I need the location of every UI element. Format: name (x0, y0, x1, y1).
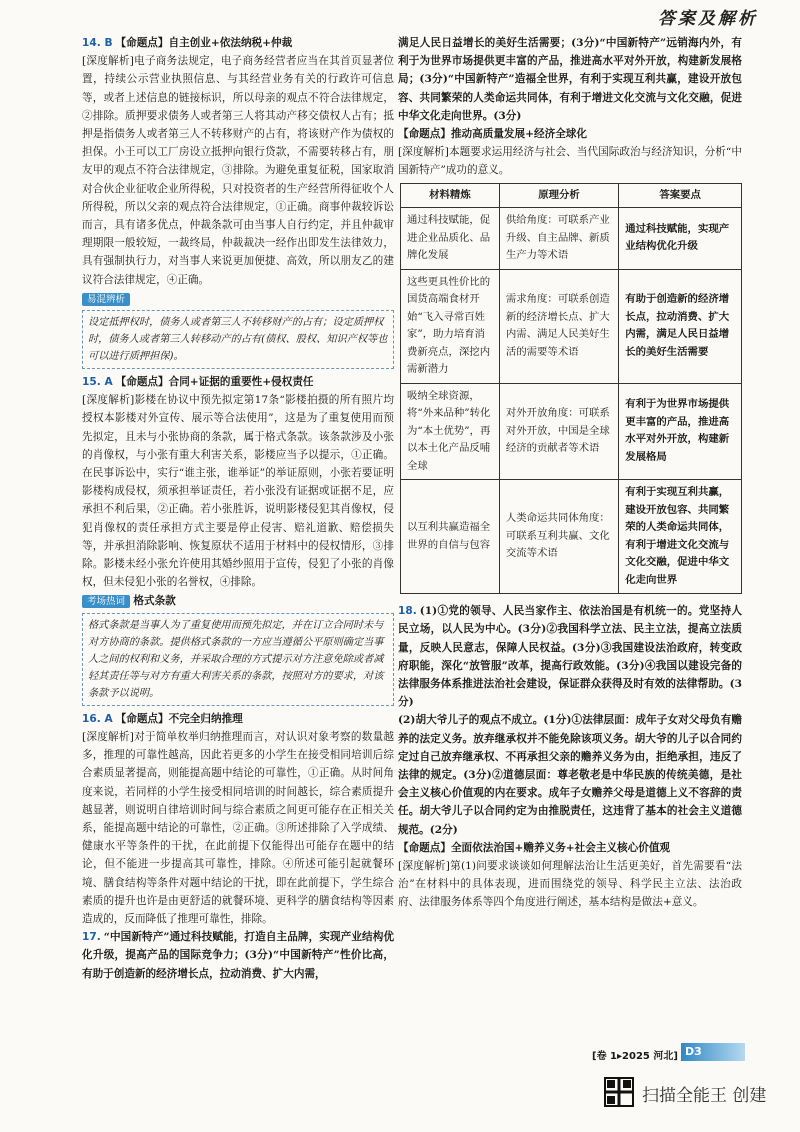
left-column (82, 34, 394, 983)
question-17-number: 17. (82, 931, 101, 944)
question-15-number: 15. A (82, 376, 113, 389)
table-row (401, 208, 742, 270)
question-14-topic: 【命题点】自主创业+依法纳税+仲裁 (115, 37, 293, 49)
question-14-analysis: [深度解析]电子商务法规定，电子商务经营者应当在其首页显著位置，持续公示营业执照信息、与其经营业务有关的行政许可信息等，或者上述信息的链接标识，所以母亲的观点不符合法律规定，②排除。质押要求债务人或者第三人将其动产移交债权人占有；抵押是指债务人或者第三人不转移财产的占有，将该财产作为债权的担保。小王可以工厂房设立抵押向银行贷款，不需要转移占有，朋友甲的观点不符合法律规定，③排除。为避免重复征税，国家取消对合伙企业征收企业所得税，只对投资者的生产经营所得征收个人所得税，所以父亲的观点符合法律规定，①正确。商事仲裁较诉讼而言，具有诸多优点，仲裁条款可由当事人自行约定，并且仲裁审理期限一般较短，一裁终局，仲裁裁决一经作出即发生法律效力，具有强制执行力，对当事人来说更加便捷、高效，所以朋友乙的建议符合法律规定，④正确。 (82, 55, 394, 286)
page-number-badge: D3 (681, 1043, 745, 1061)
question-18-topic: 【命题点】全面依法治国+赡养义务+社会主义核心价值观 (398, 841, 671, 854)
table-cell-answer: 有利于实现互利共赢，建设开放包容、共同繁荣的人类命运共同体，有利于增进文化交流与文化交融，促进中华文化走向世界 (619, 480, 742, 594)
question-17-answer-part-a: “中国新特产”通过科技赋能，打造自主品牌，实现产业结构优化升级，提高产品的国际竞争力；(3分)“中国新特产”性价比高，有助于创造新的经济增长点，拉动消费、扩大内需， (82, 931, 394, 980)
question-16-number: 16. A (82, 712, 113, 725)
question-18-number: 18. (398, 605, 417, 618)
answer-table-header: 答案要点 (619, 183, 742, 208)
right-column (398, 34, 742, 912)
answer-table-header: 材料精炼 (401, 183, 500, 208)
question-14-heading (82, 34, 394, 52)
table-cell-material: 吸纳全球资源，将“外来品种”转化为“本土优势”，再以本土化产品反哺全球 (401, 383, 500, 480)
table-cell-principle: 需求角度：可联系创造新的经济增长点、扩大内需、满足人民美好生活的需要等术语 (499, 269, 618, 383)
question-16-heading (82, 710, 394, 728)
question-18-answer-2: (2)胡大爷儿子的观点不成立。(1分)①法律层面：成年子女对父母负有赡养的法定义务。放弃继承权并不能免除该项义务。胡大爷的儿子以合同约定过自己放弃继承权、不再承担父亲的赡养义务为由，拒绝承担，违反了法律的规定。(3分)②道德层面：尊老敬老是中华民族的传统美德，是社会主义核心价值观的内在要求。成年子女赡养父母是道德上义不容辞的责任。胡大爷儿子以合同约定为由推脱责任，这违背了基本的社会主义道德规范。(2分) (398, 714, 742, 836)
question-14-tip-box: 设定抵押权时，债务人或者第三人不转移财产的占有；设定质押权时，债务人或者第三人转移动产的占有(债权、股权、知识产权等也可以进行质押担保)。 (82, 310, 394, 369)
question-15-tip-title: 格式条款 (133, 595, 176, 608)
question-18-analysis: [深度解析]第(1)问要求谈谈如何理解法治让生活更美好，首先需要看“法治”在材料中的具体表现，进而围绕党的领导、科学民主立法、法治政府、法律服务体系等四个角度进行阐述，基本结构是做法+意义。 (398, 859, 742, 909)
answer-table-header-row (401, 183, 742, 208)
page-title: 答案及解析 (658, 9, 758, 29)
table-row (401, 269, 742, 383)
qr-code-icon (604, 1077, 634, 1107)
table-cell-material: 通过科技赋能，促进企业品质化、品牌化发展 (401, 208, 500, 270)
answer-table-header: 原理分析 (499, 183, 618, 208)
question-14-tip-label: 易混辨析 (82, 293, 130, 306)
table-cell-answer: 有利于为世界市场提供更丰富的产品，推进高水平对外开放，构建新发展格局 (619, 383, 742, 480)
question-17-answer-start (82, 928, 394, 983)
question-16-analysis: [深度解析]对于简单枚举归纳推理而言，对认识对象考察的数量越多，推理的可靠性越高，因此若更多的小学生在接受相同培训后综合素质显著提高，则能提高题中结论的可靠性，①正确。从时间角度来说，若同样的小学生接受相同培训的时间越长，综合素质提升越显著，则说明自律培训时间与综合素质之间更可能存在正相关关系，能提高题中结论的可靠性，②正确。③所述排除了入学成绩、健康水平等条件的干扰，在此前提下仅能得出可能存在题中的结论，但不能进一步提高其可靠性，排除。④所述可能引起就餐环境、膳食结构等条件对题中结论的干扰，即在此前提下，学生综合素质的提升也许是由更舒适的就餐环境、更科学的膳食结构等因素造成的，反而降低了推理可靠性，排除。 (82, 730, 394, 925)
answer-table (400, 183, 742, 595)
question-14-number: 14. B (82, 37, 113, 49)
question-17-analysis: [深度解析]本题要求运用经济与社会、当代国际政治与经济知识，分析“中国新特产”成功的意义。 (398, 146, 742, 177)
scanner-watermark: 扫描全能王 创建 (642, 1086, 767, 1106)
question-15-tip-label: 考场热词 (82, 595, 130, 608)
table-cell-principle: 人类命运共同体角度：可联系互利共赢、文化交流等术语 (499, 480, 618, 594)
question-15-heading (82, 373, 394, 391)
table-cell-answer: 通过科技赋能，实现产业结构优化升级 (619, 208, 742, 270)
table-cell-material: 这些更具性价比的国货高端食材开始“飞入寻常百姓家”，助力培育消费新亮点，深挖内需新潜力 (401, 269, 500, 383)
table-cell-answer: 有助于创造新的经济增长点，拉动消费、扩大内需，满足人民日益增长的美好生活需要 (619, 269, 742, 383)
footer-label: [卷 1▸2025 河北] (592, 1051, 678, 1062)
question-15-analysis: [深度解析]影楼在协议中预先拟定第17条“影楼拍摄的所有照片均授权本影楼对外宣传、展示等合法使用”，这是为了重复使用而预先拟定，且未与小张协商的条款，属于格式条款。该条款涉及小张的肖像权，与小张有重大利害关系，影楼应当予以提示，①正确。在民事诉讼中，实行“谁主张，谁举证”的举证原则，小张若要证明影楼构成侵权，须承担举证责任，若小张没有证据或证据不足，应承担不利后果，②正确。若小张胜诉，说明影楼侵犯其肖像权，侵犯肖像权的责任承担方式主要是停止侵害、赔礼道歉、赔偿损失等，并承担消除影响、恢复原状不适用于材料中的侵权情形，③排除。影楼未经小张允许使用其婚纱照用于宣传，侵犯了小张的肖像权，但未侵犯小张的名誉权，④排除。 (82, 394, 394, 589)
question-17-answer-continued: 满足人民日益增长的美好生活需要；(3分)“中国新特产”远销海内外，有利于为世界市场提供更丰富的产品，推进高水平对外开放，构建新发展格局；(3分)“中国新特产”造福全世界，有利于实现互利共赢，建设开放包容、共同繁荣的人类命运共同体，有利于增进文化交流与文化交融，促进中华文化走向世界。(3分) (398, 37, 742, 122)
question-17-topic: 【命题点】推动高质量发展+经济全球化 (398, 128, 587, 141)
question-15-tip-heading (82, 591, 394, 610)
table-row (401, 383, 742, 480)
table-row (401, 480, 742, 594)
table-cell-principle: 供给角度：可联系产业升级、自主品牌、新质生产力等术语 (499, 208, 618, 270)
table-cell-material: 以互利共赢造福全世界的自信与包容 (401, 480, 500, 594)
question-18-answer-1: (1)①党的领导、人民当家作主、依法治国是有机统一的。党坚持人民立场，以人民为中心。(3分)②我国科学立法、民主立法，提高立法质量，反映人民意志，保障人民权益。(3分)③我国建设法治政府，转变政府职能，深化“放管服”改革，提高行政效能。(3分)④我国以建设完备的法律服务体系推进法治社会建设，保证群众获得及时有效的法律帮助。(3分) (398, 605, 742, 709)
question-16-topic: 【命题点】不完全归纳推理 (115, 712, 243, 725)
question-18-part-1 (398, 602, 742, 711)
table-cell-principle: 对外开放角度：可联系对外开放，中国是全球经济的贡献者等术语 (499, 383, 618, 480)
question-15-tip-box: 格式条款是当事人为了重复使用而预先拟定，并在订立合同时未与对方协商的条款。提供格式条款的一方应当遵循公平原则确定当事人之间的权利和义务，并采取合理的方式提示对方注意免除或者减轻其责任等与对方有重大利害关系的条款，按照对方的要求，对该条款予以说明。 (82, 613, 394, 706)
question-15-topic: 【命题点】合同+证据的重要性+侵权责任 (115, 376, 314, 389)
